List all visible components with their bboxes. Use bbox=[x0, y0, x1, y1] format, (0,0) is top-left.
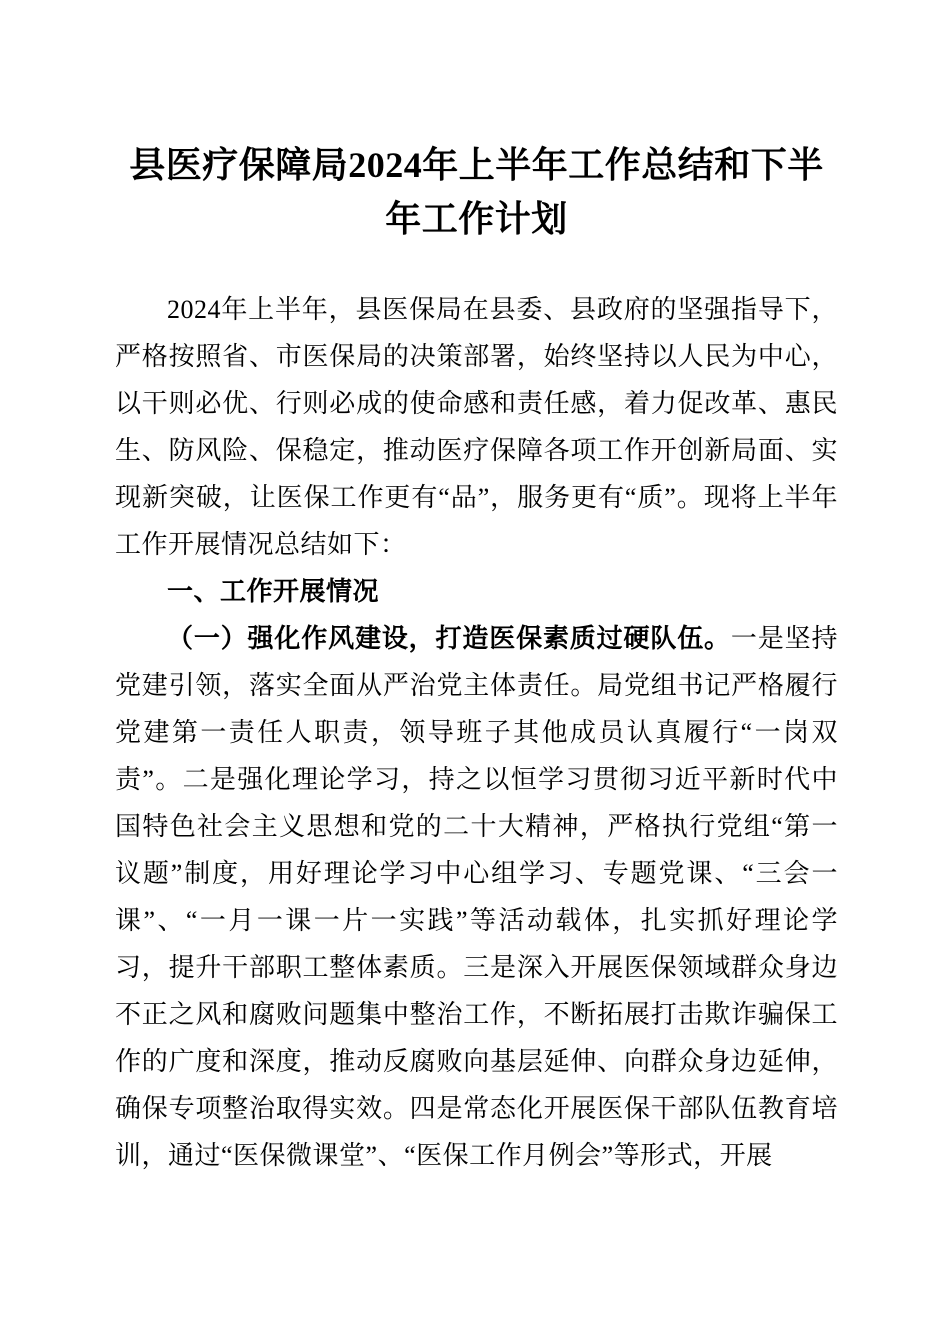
intro-paragraph: 2024年上半年，县医保局在县委、县政府的坚强指导下，严格按照省、市医保局的决策部署，始终坚持以人民为中心，以干则必优、行则必成的使命感和责任感，着力促改革、惠民生、防风险、保稳定，推动医疗保障各项工作开创新局面、实现新突破，让医保工作更有“品”，服务更有“质”。现将上半年工作开展情况总结如下： bbox=[115, 295, 838, 559]
section-heading: 一、工作开展情况 bbox=[167, 576, 380, 606]
section1-paragraph bbox=[115, 615, 838, 1179]
section1-paragraph-text: 一是坚持党建引领，落实全面从严治党主体责任。局党组书记严格履行党建第一责任人职责，领导班子其他成员认真履行“一岗双责”。二是强化理论学习，持之以恒学习贯彻习近平新时代中国特色社会主义思想和党的二十大精神，严格执行党组“第一议题”制度，用好理论学习中心组学习、专题党课、“三会一课”、“一月一课一片一实践”等活动载体，扎实抓好理论学习，提升干部职工整体素质。三是深入开展医保领域群众身边不正之风和腐败问题集中整治工作，不断拓展打击欺诈骗保工作的广度和深度，推动反腐败向基层延伸、向群众身边延伸，确保专项整治取得实效。四是常态化开展医保干部队伍教育培训，通过“医保微课堂”、“医保工作月例会”等形式，开展 bbox=[115, 624, 838, 1170]
section1-paragraph-lead: （一）强化作风建设，打造医保素质过硬队伍。 bbox=[167, 624, 731, 653]
document-title: 县医疗保障局2024年上半年工作总结和下半年工作计划 bbox=[129, 145, 824, 239]
